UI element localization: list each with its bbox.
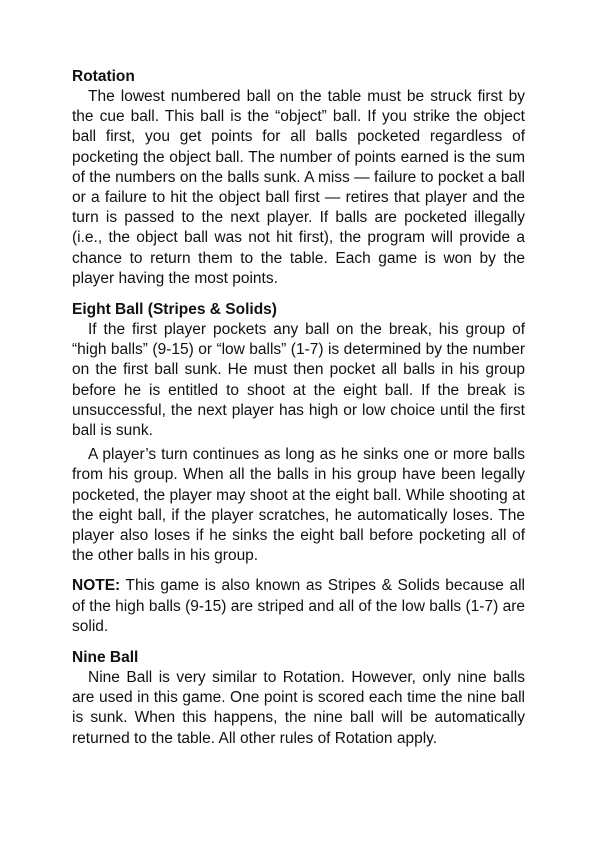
nine-ball-heading: Nine Ball	[72, 649, 139, 667]
note-paragraph	[72, 576, 525, 637]
note-text: This game is also known as Stripes & Solids because all of the high balls (9-15) are striped and all of the low balls (1-7) are solid.	[72, 577, 525, 635]
nine-ball-section	[72, 647, 525, 749]
eight-ball-heading: Eight Ball (Stripes & Solids)	[72, 301, 277, 319]
rotation-section	[72, 66, 525, 289]
rotation-heading: Rotation	[72, 68, 135, 85]
rotation-body: The lowest numbered ball on the table must be struck first by the cue ball. This ball is the “object” ball. If you strike the object ball first, you get points for all balls pocketed regardless of pocketing the object ball. The number of points earned is the sum of the numbers on the balls sunk. A miss — failure to pocket a ball or a failure to hit the object ball first — retires that player and the turn is passed to the next player. If balls are pocketed illegally (i.e., the object ball was not hit first), the program will provide a chance to return them to the table. Each game is won by the player having the most points.	[72, 88, 525, 287]
nine-ball-body: Nine Ball is very similar to Rotation. However, only nine balls are used in this game. One point is scored each time the nine ball is sunk. When this happens, the nine ball will be automatically returned to the table. All other rules of Rotation apply.	[72, 669, 525, 747]
manual-page	[72, 66, 525, 749]
note-label: NOTE:	[72, 577, 121, 595]
eight-ball-paragraph-2: A player’s turn continues as long as he sinks one or more balls from his group. When all the balls in his group have been legally pocketed, the player may shoot at the eight ball. While shooting at the eight ball, if the player scratches, he automatically loses. The player also loses if he sinks the eight ball before pocketing all of the other balls in his group.	[72, 446, 525, 565]
note-section	[72, 576, 525, 637]
eight-ball-paragraph-1: If the first player pockets any ball on the break, his group of “high balls” (9-15) or “low balls” (1-7) is determined by the number on the first ball sunk. He must then pocket all balls in his group before he is entitled to shoot at the eight ball. If the break is unsuccessful, the next player has high or low choice until the first ball is sunk.	[72, 321, 525, 440]
eight-ball-section	[72, 299, 525, 566]
